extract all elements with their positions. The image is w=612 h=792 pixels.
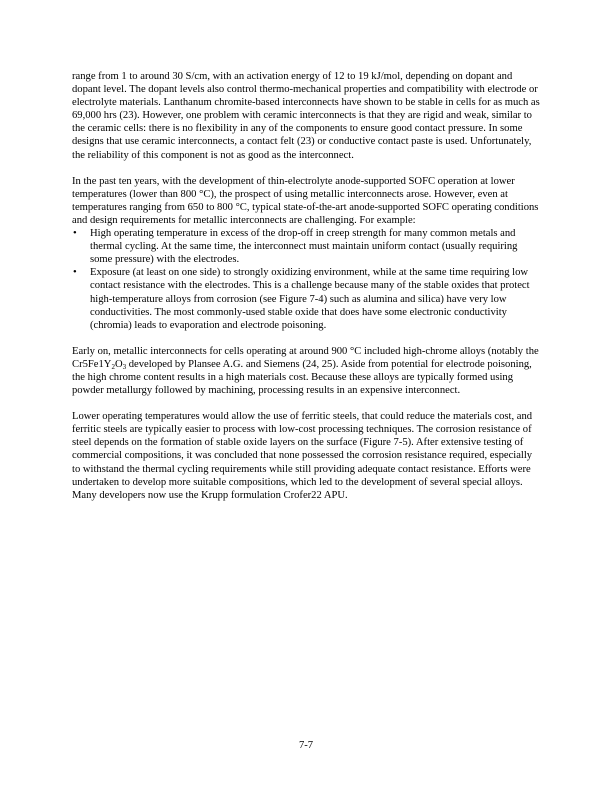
bullet-text: Exposure (at least on one side) to strongly oxidizing environment, while at the same time requiring low contact resistance with the electrodes. This is a challenge because many of the stable oxides that protect high-temperature alloys from corrosion (see Figure 7-4) such as alumina and silica) have very low conductivities. The most commonly-used stable oxide that does have some electronic conductivity (chromia) leads to evaporation and electrode poisoning. [90,267,530,331]
paragraph-high-chrome-alloys [72,345,540,397]
bullet-list-challenges [72,227,540,332]
text-run: Early on, metallic interconnects for cells operating at around 900 °C included high-chrome alloys (notably the Cr5Fe1Y [72,345,539,370]
bullet-icon: • [73,267,77,279]
paragraph-ferritic-steels: Lower operating temperatures would allow the use of ferritic steels, that could reduce the materials cost, and ferritic steels are typically easier to process with low-cost processing techniques. The corrosion resistance of steel depends on the formation of stable oxide layers on the surface (Figure 7-5). After extensive testing of commercial compositions, it was concluded that none possessed the corrosion resistance required, especially to withstand the thermal cycling requirements while still providing adequate contact resistance. Efforts were undertaken to develop more suitable compositions, which led to the development of several special alloys. Many developers now use the Krupp formulation Crofer22 APU. [72,411,533,501]
document-body [72,70,540,515]
list-item [72,227,540,266]
page-number: 7-7 [298,740,314,751]
paragraph-interconnect-conductivity: range from 1 to around 30 S/cm, with an activation energy of 12 to 19 kJ/mol, depending on dopant and dopant level. The dopant levels also control thermo-mechanical properties and compatibility with electrode or electrolyte materials. Lanthanum chromite-based interconnects have shown to be stable in cells for as much as 69,000 hrs (23). However, one problem with ceramic interconnects is that they are rigid and weak, similar to the ceramic cells: there is no flexibility in any of the components to ensure good contact pressure. In some designs that use ceramic interconnects, a contact felt (23) or conductive contact paste is used. Unfortunately, the reliability of this component is not as good as the interconnect. [72,71,540,161]
text-run: O [114,358,123,370]
subscript: 2 [111,362,115,371]
paragraph-metallic-interconnects: In the past ten years, with the development of thin-electrolyte anode-supported SOFC operation at lower temperatures (lower than 800 °C), the prospect of using metallic interconnects arose. However, even at temperatures ranging from 650 to 800 °C, typical state-of-the-art anode-supported SOFC operating conditions and design requirements for metallic interconnects are challenging. For example: [72,175,539,226]
bullet-text: High operating temperature in excess of the drop-off in creep strength for many common metals and thermal cycling. At the same time, the interconnect must maintain uniform contact (usually requiring some pressure) with the electrodes. [90,228,518,266]
list-item [72,266,540,331]
subscript: 3 [122,362,127,371]
text-run: developed by Plansee A.G. and Siemens (24, 25). Aside from potential for electrode poisoning, the high chrome content results in a high materials cost. Because these alloys are typically formed using powder metallurgy followed by machining, processing results in an expensive interconnect. [72,358,532,397]
bullet-icon: • [73,228,77,240]
